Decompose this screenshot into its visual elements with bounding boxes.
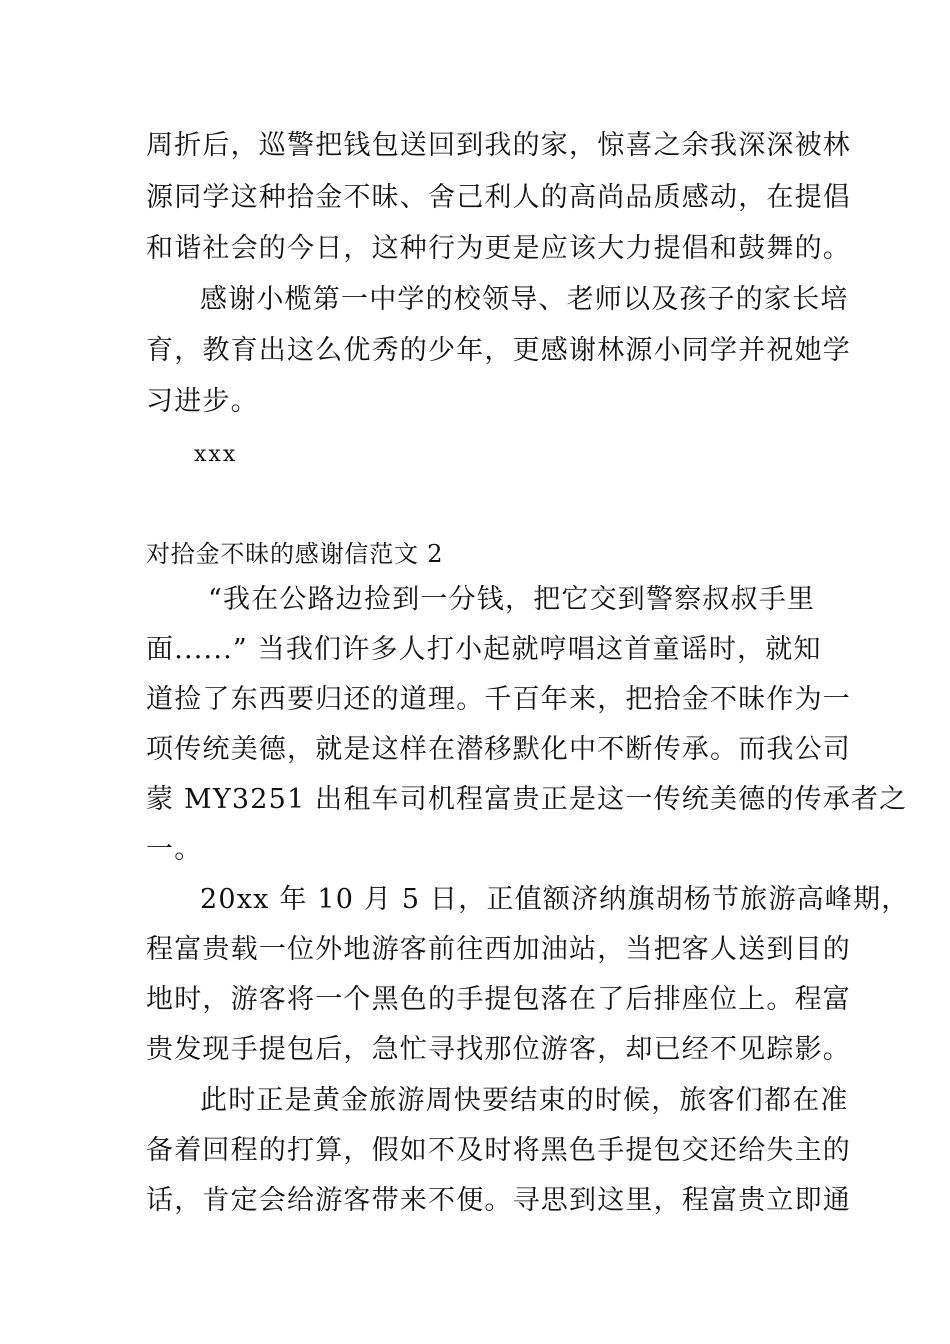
text-line: 20xx 年 10 月 5 日，正值额济纳旗胡杨节旅游高峰期， (200, 884, 910, 915)
text-line: 面......” 当我们许多人打小起就哼唱这首童谣时，就知 (146, 634, 822, 665)
section-heading: 对拾金不昧的感谢信范文 2 (146, 540, 444, 568)
text-line: 感谢小榄第一中学的校领导、老师以及孩子的家长培 (200, 284, 849, 315)
text-line: 源同学这种拾金不昧、舍己利人的高尚品质感动，在提倡 (146, 182, 851, 213)
text-line: 话，肯定会给游客带来不便。寻思到这里，程富贵立即通 (146, 1185, 851, 1216)
text-line: 此时正是黄金旅游周快要结束的时候，旅客们都在准 (200, 1085, 849, 1116)
text-line: 备着回程的打算，假如不及时将黑色手提包交还给失主的 (146, 1135, 851, 1166)
text-line: 周折后，巡警把钱包送回到我的家，惊喜之余我深深被林 (146, 130, 851, 161)
text-line: 项传统美德，就是这样在潜移默化中不断传承。而我公司 (146, 734, 851, 765)
text-line: 地时，游客将一个黑色的手提包落在了后排座位上。程富 (146, 984, 851, 1015)
text-line: “我在公路边捡到一分钱，把它交到警察叔叔手里 (208, 584, 816, 615)
text-line: 贵发现手提包后，急忙寻找那位游客，却已经不见踪影。 (146, 1034, 851, 1065)
text-line: 育，教育出这么优秀的少年，更感谢林源小同学并祝她学 (146, 335, 851, 366)
text-line: 一。 (146, 834, 203, 865)
signature: xxx (194, 442, 238, 467)
text-line: 道捡了东西要归还的道理。千百年来，把拾金不昧作为一 (146, 684, 851, 715)
text-line: 程富贵载一位外地游客前往西加油站，当把客人送到目的 (146, 934, 851, 965)
text-line: 蒙 MY3251 出租车司机程富贵正是这一传统美德的传承者之 (146, 784, 908, 815)
text-line: 和谐社会的今日，这种行为更是应该大力提倡和鼓舞的。 (146, 233, 851, 264)
text-line: 习进步。 (146, 386, 259, 417)
